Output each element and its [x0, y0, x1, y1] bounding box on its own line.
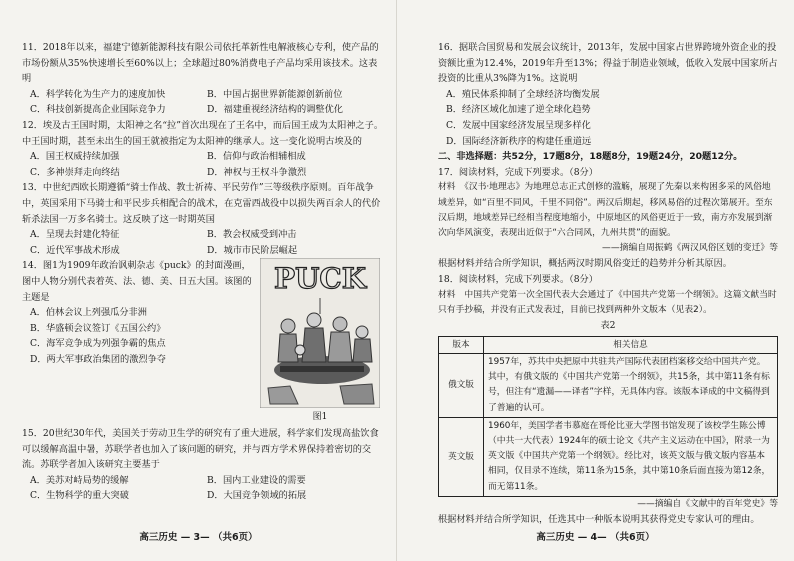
- option-a: A．美苏对峙局势的缓解: [30, 474, 129, 486]
- option-c: C．海军竞争成为列强争霸的焦点: [30, 338, 166, 350]
- table-cell-version: 英文版: [439, 417, 484, 496]
- question-14: [22, 258, 384, 426]
- question-18-source: ——摘编自《文献中的百年党史》等: [637, 498, 778, 509]
- question-17-material: 材料 《汉书·地理志》为地理总志正式创修的滥觞，展现了先秦以来构困多采的风俗地域差异，如“百里不同风，千里不同俗”。两汉后期起，移风易俗的过程次第展开。至东汉后期，地域差异已经相当程度地缩小，中原地区的风俗更近于一致，南方亦发展到渐次向华风演变，表现出近似于“六合同风，九州共贯”的面貌。: [438, 182, 773, 238]
- figure-caption: 图1: [312, 412, 328, 423]
- table-cell-info: 1957年，苏共中央把原中共驻共产国际代表团档案移交给中国共产党。其中，有俄文版的《中国共产党第一个纲领》，共15条，其中第11条有标号，但注有“遗漏——译者”字样，无具体内容。该版本译成的中文稿得到了普遍的认可。: [484, 353, 778, 417]
- option-d: D．福建重视经济结构的调整优化: [207, 104, 343, 116]
- option-d: D．两大军事政治集团的激烈争夺: [30, 353, 166, 365]
- question-15-options: [22, 473, 384, 489]
- option-b: B．教会权威受到冲击: [207, 229, 297, 241]
- option-a: A．科学转化为生产力的速度加快: [30, 88, 166, 100]
- question-12-options: [22, 149, 384, 165]
- option-d: D．神权与王权斗争激烈: [207, 166, 307, 178]
- option-b: B．国内工业建设的需要: [207, 474, 306, 486]
- question-14-text: [22, 258, 252, 426]
- question-14-stem: 14．图1为1909年政治讽刺杂志《puck》的封面漫画，图中人物分别代表着英、法、德、美、日五大国。该图的主题是: [22, 260, 252, 303]
- question-17-ask: 根据材料并结合所学知识，概括两汉时期风俗变迁的趋势并分析其原因。: [438, 258, 732, 270]
- question-17-title: 17．阅读材料，完成下列要求。（8分）: [438, 166, 598, 178]
- option-d: D．大国竞争领域的拓展: [207, 490, 307, 502]
- option-c: C．近代军事战术形成: [30, 244, 120, 256]
- option-b: B．中国占据世界新能源创新前位: [207, 88, 343, 100]
- table-row: [439, 353, 778, 417]
- option-b: B．经济区域化加速了逆全球化趋势: [446, 104, 591, 116]
- question-16: 16．据联合国贸易和发展会议统计，2013年，发展中国家占世界跨境外资企业的投资额比重为12.4%，2019年升至13%；得益于制造业领域，低收入发展中国家所占投资的比重从3%降为1%。这说明: [438, 42, 778, 85]
- option-c: C．发展中国家经济发展呈现多样化: [446, 119, 591, 131]
- question-11: 11．2018年以来，福建宁德新能源科技有限公司依托革新性电解液核心专利，使产品的市场份额从35%快速增长至60%以上；全球超过80%消费电子产品均采用该技术。这表明: [22, 42, 379, 85]
- question-18-title: 18．阅读材料，完成下列要求。（8分）: [438, 273, 598, 285]
- option-c: C．多神崇拜走向终结: [30, 166, 120, 178]
- option-b: B．信仰与政治相辅相成: [207, 151, 306, 163]
- question-17-source: ——摘编自周振鹤《两汉风俗区划的变迁》等: [602, 243, 778, 254]
- figure-1: [260, 258, 380, 426]
- section-heading: 二、非选择题：共52分，17题8分，18题8分，19题24分，20题12分。: [438, 151, 743, 163]
- option-c: C．生物科学的重大突破: [30, 490, 129, 502]
- question-12: 12．埃及古王国时期，太阳神之名“拉”首次出现在了王名中，而后国王成为太阳神之子。中王国时期，甚至未出生的国王就被指定为太阳神的继承人。这一变化说明古埃及的: [22, 119, 384, 147]
- question-13-options: [22, 227, 384, 243]
- magazine-logo: PUCK: [273, 262, 367, 296]
- page-4-content: [438, 40, 778, 528]
- question-15-options-2: [22, 488, 384, 504]
- question-18-material: 材料 中国共产党第一次全国代表大会通过了《中国共产党第一个纲领》。这篇文献当时只有手抄稿，并没有正式发表过，目前已找到两种外文版本（见表2）。: [438, 289, 777, 315]
- table-cell-info: 1960年，美国学者韦慕庭在哥伦比亚大学图书馆发现了该校学生陈公博（中共一大代表）1924年的硕士论文《共产主义运动在中国》，附录一为英文版《中国共产党第一个纲领》。经比对，该英文版与俄文版内容基本相同，仅目录不连续，第11条为15条，其中第10条后面直接为第12条，而无第11条。: [484, 417, 778, 496]
- question-15: 15．20世纪30年代，美国关于劳动卫生学的研究有了重大进展，科学家们发现高盐饮食可以缓解高温中暑，苏联学者也加入了该问题的研究，并与西方学术界保持着密切的交流。苏联学者加入该研究主要基于: [22, 427, 379, 471]
- question-12-options-2: [22, 165, 384, 181]
- table-cell-version: 俄文版: [439, 353, 484, 417]
- option-b: B．华盛顿会议签订《五国公约》: [30, 322, 166, 334]
- page-3-footer: 高三历史 — 3— （共6页）: [139, 532, 258, 543]
- page-4: [397, 0, 794, 561]
- table-2: [438, 336, 778, 497]
- option-d: D．国际经济新秩序的构建任重道远: [446, 135, 592, 147]
- option-d: D．城市市民阶层崛起: [207, 244, 298, 256]
- table-row: [439, 417, 778, 496]
- option-c: C．科技创新提高企业国际竞争力: [30, 104, 166, 116]
- question-13: 13．中世纪西欧长期遵循“骑士作战、教士祈祷、平民劳作”三等级秩序原则。百年战争中，英国采用下马骑士和平民步兵相配合的战术，在克雷西战役中以损失两百余人的代价斩杀法国一万多名骑士。这反映了这一时期英国: [22, 182, 381, 225]
- table-header-row: [439, 336, 778, 353]
- question-11-options-2: [22, 102, 384, 118]
- table-header-version: 版本: [439, 336, 484, 353]
- question-13-options-2: [22, 243, 384, 259]
- page-4-footer: 高三历史 — 4— （共6页）: [536, 532, 655, 543]
- option-a: A．殖民体系抑制了全球经济均衡发展: [446, 88, 600, 100]
- table-header-info: 相关信息: [484, 336, 778, 353]
- option-a: A．呈现去封建化特征: [30, 229, 120, 241]
- option-a: A．国王权威持续加强: [30, 151, 120, 163]
- puck-cartoon-image: [260, 258, 380, 408]
- option-a: A．伯林会议上列强瓜分非洲: [30, 307, 147, 319]
- page-3-content: [22, 40, 384, 504]
- question-18-ask: 根据材料并结合所学知识，任选其中一种版本说明其获得党史专家认可的理由。: [438, 513, 760, 525]
- table-caption: 表2: [600, 319, 616, 331]
- question-11-options: [22, 87, 384, 103]
